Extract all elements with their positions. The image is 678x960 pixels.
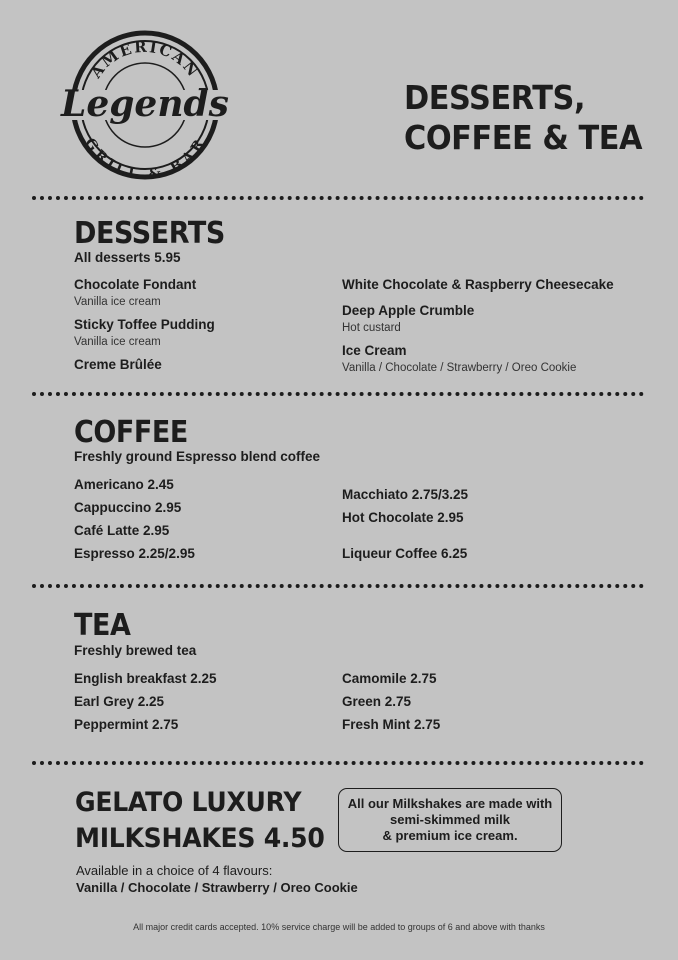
footer-note: All major credit cards accepted. 10% service charge will be added to groups of 6 and above with thanks — [133, 922, 545, 932]
milkshakes-price: 4.50 — [263, 823, 325, 854]
milkshakes-note-line-2: semi-skimmed milk — [390, 812, 510, 827]
milkshakes-note-line-3: & premium ice cream. — [382, 828, 518, 843]
menu-item-name: Ice Cream — [342, 343, 407, 358]
menu-item-desc: Hot custard — [342, 322, 401, 334]
svg-text:GRILL & BAR — [82, 135, 209, 180]
menu-item: Earl Grey 2.25 — [74, 694, 165, 709]
menu-item-desc: Vanilla ice cream — [74, 336, 161, 348]
menu-item-desc: Vanilla ice cream — [74, 296, 161, 308]
desserts-subtitle: All desserts 5.95 — [74, 250, 181, 265]
milkshakes-title-line-2 — [75, 821, 325, 857]
menu-item-name: Creme Brûlée — [74, 357, 162, 372]
menu-item: Liqueur Coffee 6.25 — [342, 546, 468, 561]
menu-item-name: Deep Apple Crumble — [342, 303, 475, 318]
tea-title: TEA — [74, 608, 131, 643]
milkshakes-note-line-1: All our Milkshakes are made with — [347, 796, 553, 811]
coffee-left-column — [74, 477, 195, 562]
flavours-intro: Available in a choice of 4 flavours: — [76, 863, 273, 878]
coffee-title: COFFEE — [74, 415, 188, 450]
milkshakes-title-line-1: GELATO LUXURY — [75, 787, 302, 818]
menu-item: Macchiato 2.75/3.25 — [342, 487, 469, 502]
menu-item: Americano 2.45 — [74, 477, 174, 492]
menu-item: Peppermint 2.75 — [74, 717, 179, 732]
milkshakes-note-box — [338, 788, 562, 852]
milkshakes-title — [75, 785, 325, 857]
section-divider — [32, 584, 644, 588]
coffee-subtitle: Freshly ground Espresso blend coffee — [74, 449, 321, 464]
menu-item: Fresh Mint 2.75 — [342, 717, 441, 732]
menu-item: Cappuccino 2.95 — [74, 500, 182, 515]
legends-logo — [60, 30, 230, 180]
section-divider — [32, 196, 644, 200]
tea-left-column — [74, 671, 217, 733]
menu-item-name: Sticky Toffee Pudding — [74, 317, 215, 332]
menu-item: Camomile 2.75 — [342, 671, 437, 686]
desserts-left-column — [74, 277, 215, 373]
logo-top-text: AMERICAN — [87, 37, 203, 82]
menu-item-name: Chocolate Fondant — [74, 277, 197, 292]
menu-item: Café Latte 2.95 — [74, 523, 170, 538]
section-divider — [32, 761, 644, 765]
logo-bottom-text: GRILL & BAR — [81, 135, 209, 180]
flavours-list: Vanilla / Chocolate / Strawberry / Oreo Cookie — [76, 880, 358, 895]
tea-right-column — [342, 671, 440, 733]
page-title-line-1: DESSERTS, — [404, 78, 586, 117]
menu-item: Hot Chocolate 2.95 — [342, 510, 464, 525]
milkshakes-title-text: MILKSHAKES — [75, 823, 256, 854]
desserts-title: DESSERTS — [74, 216, 225, 251]
menu-item: Green 2.75 — [342, 694, 412, 709]
page-title-line-2: COFFEE & TEA — [404, 118, 643, 157]
logo-script-text: Legends — [61, 83, 229, 125]
menu-item-desc: Vanilla / Chocolate / Strawberry / Oreo Cookie — [342, 362, 577, 374]
page-title — [404, 78, 643, 158]
tea-subtitle: Freshly brewed tea — [74, 643, 197, 658]
menu-item: Espresso 2.25/2.95 — [74, 546, 195, 561]
menu-item: English breakfast 2.25 — [74, 671, 217, 686]
desserts-right-column — [342, 277, 614, 375]
menu-item-name: White Chocolate & Raspberry Cheesecake — [342, 277, 614, 292]
section-divider — [32, 392, 644, 396]
